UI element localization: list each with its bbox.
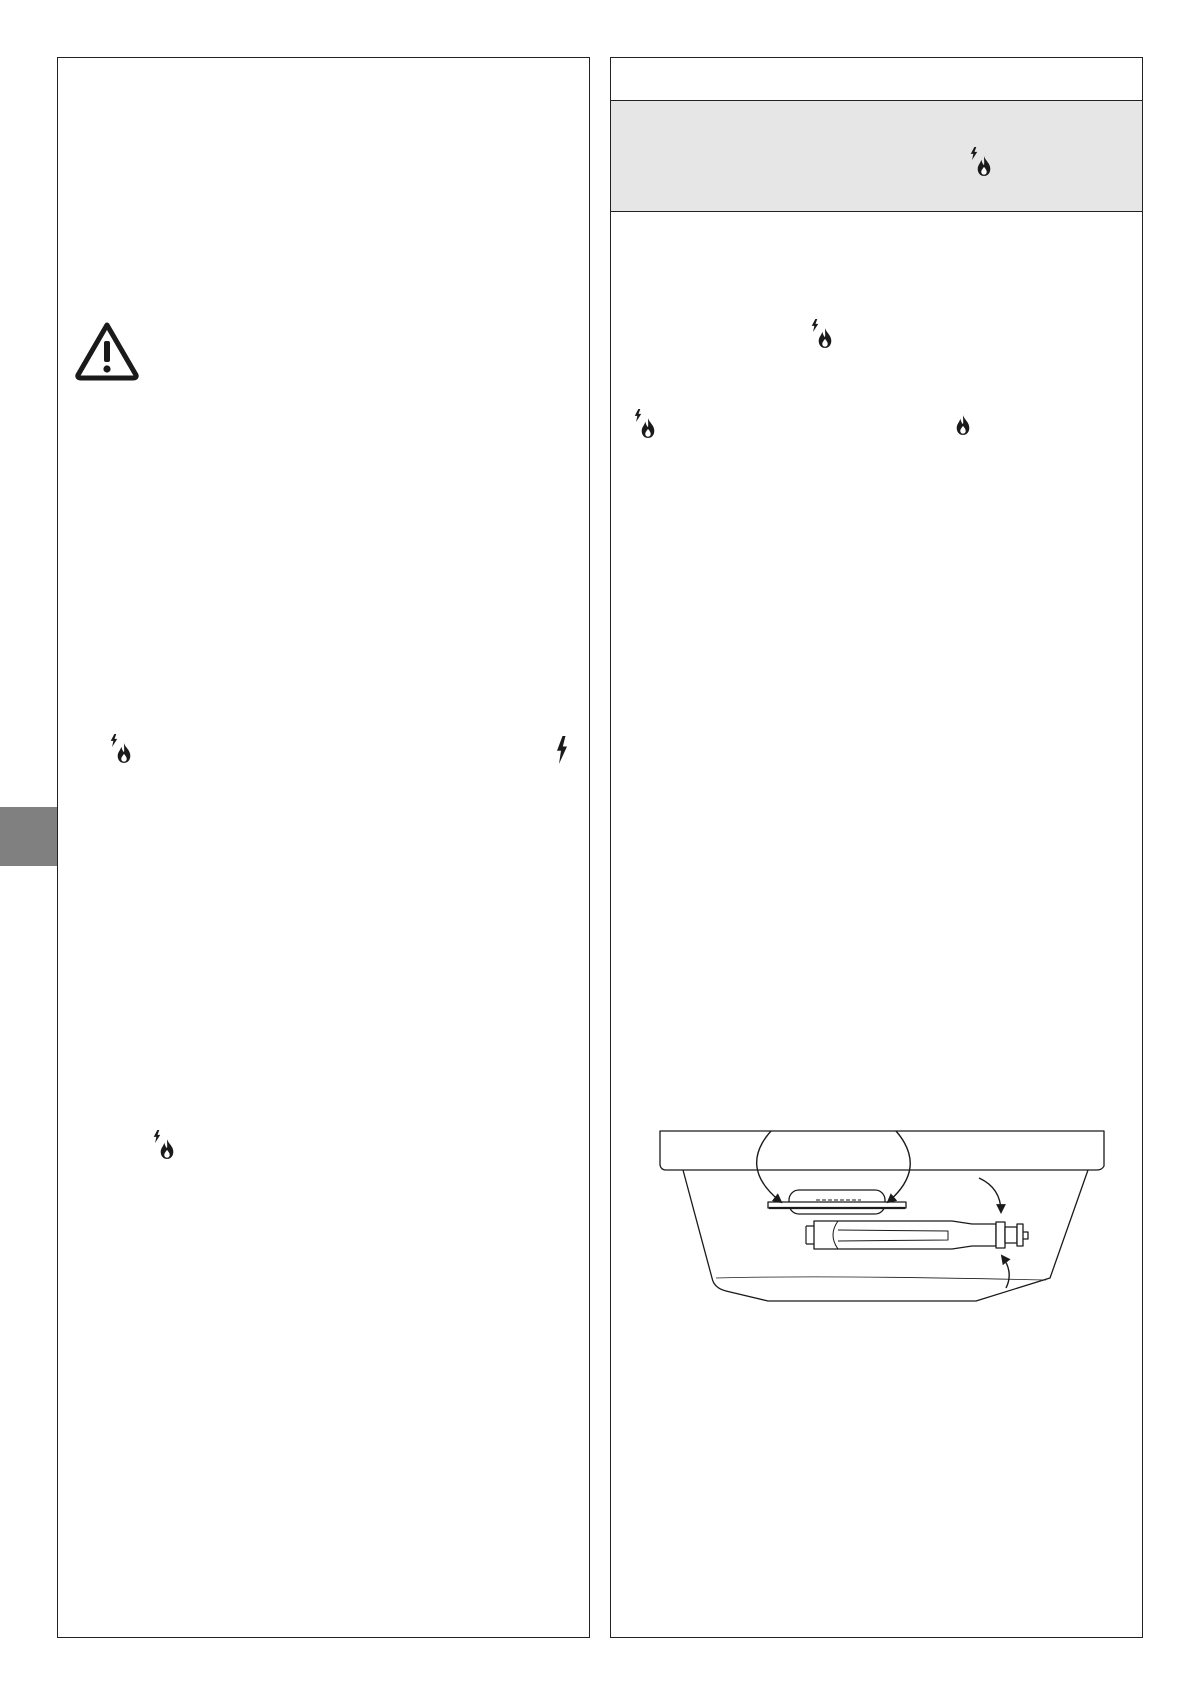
header-band bbox=[611, 100, 1142, 212]
section-tab bbox=[0, 807, 57, 866]
warning-triangle-icon bbox=[74, 321, 140, 381]
spark-flame-icon bbox=[110, 734, 134, 764]
spark-flame-icon bbox=[634, 409, 658, 439]
spark-flame-icon bbox=[153, 1130, 177, 1160]
burner-bowl-diagram bbox=[656, 1128, 1106, 1328]
right-panel bbox=[610, 57, 1143, 1638]
lightning-icon bbox=[556, 736, 568, 764]
flame-icon bbox=[954, 414, 972, 436]
spark-flame-icon bbox=[811, 319, 835, 349]
spark-flame-icon bbox=[970, 147, 994, 177]
left-panel bbox=[57, 57, 590, 1638]
